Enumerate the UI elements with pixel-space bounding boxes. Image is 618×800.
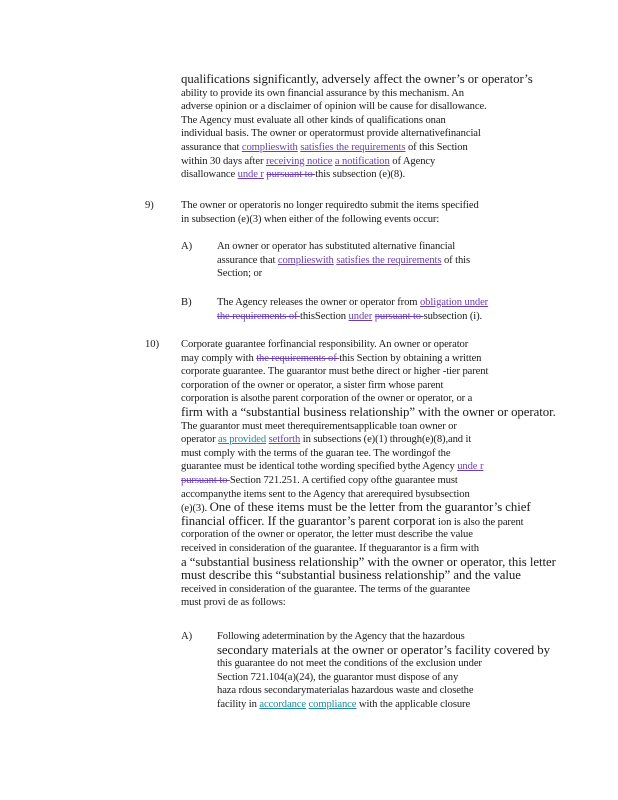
text-line: [217, 240, 455, 253]
inserted-text: complieswith: [277, 254, 334, 266]
text-run: corporation of the owner or operator, the letter must describe the value: [181, 529, 473, 541]
text-run: with the applicable closure: [356, 699, 471, 710]
text-line: [181, 73, 533, 87]
text-run: facility in: [217, 699, 260, 710]
text-line: [181, 114, 446, 127]
deleted-text: the requirements of: [217, 310, 301, 322]
text-line: [181, 488, 470, 501]
text-line: [181, 528, 473, 541]
inserted-text: setforth: [268, 434, 301, 446]
item-9-label: 9): [145, 200, 154, 211]
text-line: [181, 168, 405, 181]
text-run: (e)(3).: [181, 503, 210, 515]
text-run: disallowance: [181, 169, 238, 181]
text-line: [181, 433, 471, 446]
text-run: Corporate guarantee forfinancial responsibility. An owner or operator: [181, 339, 469, 350]
text-run: must comply with the terms of the guaran tee. The wordingof the: [181, 447, 451, 459]
text-run: Following adetermination by the Agency that the hazardous: [217, 631, 465, 642]
text-run: ion is also the parent: [435, 516, 524, 528]
inserted-text: under: [348, 310, 373, 322]
inserted-text: satisfies the requirements: [300, 142, 406, 153]
text-run: The owner or operatoris no longer requiredto submit the items specified: [181, 200, 479, 211]
text-run: individual basis. The owner or operatormust provide alternativefinancial: [181, 128, 481, 140]
text-line: [217, 254, 470, 267]
text-run: corporation of the owner or operator, a sister firm whose parent: [181, 379, 444, 391]
text-run: this guarantee do not meet the conditions of the exclusion under: [217, 658, 482, 670]
text-line: [217, 671, 458, 684]
text-run: this subsection (e)(8).: [315, 169, 406, 181]
text-line: [181, 515, 524, 529]
text-line: [181, 392, 472, 405]
text-line: [181, 100, 487, 113]
inserted-text: compliance: [308, 699, 357, 710]
text-run: The Agency must evaluate all other kinds of qualifications onan: [181, 114, 446, 126]
text-line: [181, 406, 556, 420]
text-line: [181, 460, 483, 473]
text-line: [181, 87, 464, 100]
text-run: firm with a “substantial business relationship” with the owner or operator.: [181, 405, 556, 419]
text-run: secondary materials at the owner or operator’s facility covered by: [217, 642, 550, 657]
text-run: operator: [181, 434, 219, 446]
text-run: may comply with: [181, 352, 257, 364]
text-line: [181, 365, 488, 378]
text-run: a “substantial business relationship” with the owner or operator, this letter: [181, 554, 556, 569]
text-line: [217, 698, 470, 711]
text-run: Section 721.104(a)(24), the guarantor must dispose of any: [217, 671, 459, 683]
text-run: in subsections (e)(1) through(e)(8),and it: [300, 434, 472, 446]
text-run: within 30 days after: [181, 155, 266, 167]
text-run: in subsection (e)(3) when either of the following events occur:: [181, 213, 440, 225]
text-run: of Agency: [389, 155, 436, 167]
deleted-text: pursuant to: [374, 310, 424, 322]
item-9b-label: B): [181, 297, 192, 308]
text-line: [217, 684, 473, 697]
text-line: [181, 155, 435, 168]
item-9a-label: A): [181, 241, 193, 252]
text-run: The guarantor must meet therequirementsapplicable toan owner or: [181, 420, 457, 432]
text-run: financial officer. If the guarantor’s parent corporat: [181, 513, 436, 528]
text-run: The Agency releases the owner or operator from: [217, 297, 420, 308]
text-run: guarantee must be identical tothe wording specified bythe Agency: [181, 461, 458, 473]
inserted-text: complieswith: [241, 142, 298, 153]
text-run: adverse opinion or a disclaimer of opinion will be cause for disallowance.: [181, 101, 487, 113]
text-line: [181, 596, 286, 609]
text-line: [181, 141, 468, 154]
text-line: [217, 644, 550, 658]
text-run: assurance that: [181, 142, 242, 153]
text-run: corporate guarantee. The guarantor must bethe direct or higher -tier parent: [181, 366, 489, 378]
text-run: of this: [441, 254, 471, 266]
text-run: received in consideration of the guarantee. The terms of the guarantee: [181, 583, 471, 595]
text-run: must provi de as follows:: [181, 597, 286, 609]
inserted-text: accordance: [259, 699, 306, 710]
text-run: this Section by obtaining a written: [339, 352, 482, 364]
text-line: [217, 267, 262, 280]
text-run: thisSection: [300, 310, 349, 322]
inserted-text: as provided: [218, 434, 267, 446]
text-line: [181, 338, 468, 351]
text-run: assurance that: [217, 254, 278, 266]
text-run: received in consideration of the guarantee. If theguarantor is a firm with: [181, 543, 479, 554]
item-10-label: 10): [145, 339, 160, 350]
deleted-text: the requirements of: [256, 352, 340, 364]
text-line: [181, 583, 470, 596]
item-10a-label: A): [181, 631, 193, 642]
inserted-text: obligation under: [419, 297, 489, 308]
text-line: [217, 310, 482, 323]
text-line: [217, 630, 465, 643]
text-line: [181, 474, 458, 487]
text-line: [181, 352, 481, 365]
text-line: [181, 447, 450, 460]
text-run: Section 721.251. A certified copy ofthe guarantee must: [229, 475, 458, 486]
text-line: [181, 213, 439, 226]
deleted-text: pursuant to: [181, 475, 230, 486]
text-run: qualifications significantly, adversely affect the owner’s or operator’s: [181, 72, 533, 86]
text-run: of this Section: [405, 142, 468, 153]
text-line: [217, 657, 482, 670]
inserted-text: unde r: [457, 461, 484, 473]
text-line: [181, 127, 481, 140]
inserted-text: a notification: [334, 155, 390, 167]
text-line: [217, 296, 488, 309]
text-run: An owner or operator has substituted alternative financial: [217, 241, 456, 252]
text-line: [181, 199, 479, 212]
text-line: [181, 542, 479, 555]
text-line: [181, 379, 443, 392]
text-run: Section; or: [217, 268, 263, 280]
text-run: One of these items must be the letter from the guarantor’s chief: [209, 500, 531, 515]
inserted-text: satisfies the requirements: [336, 254, 442, 266]
deleted-text: pursuant to: [266, 169, 316, 181]
inserted-text: receiving notice: [265, 155, 333, 167]
text-run: haza rdous secondarymaterialas hazardous waste and closethe: [217, 685, 474, 697]
text-line: [181, 569, 521, 583]
text-line: [181, 420, 457, 433]
text-run: must describe this “substantial business relationship” and the value: [181, 568, 521, 583]
text-run: corporation is alsothe parent corporation of the owner or operator, or a: [181, 393, 473, 405]
inserted-text: unde r: [237, 169, 264, 181]
text-run: subsection (i).: [423, 310, 483, 322]
text-run: accompanythe items sent to the Agency that arerequired bysubsection: [181, 488, 470, 500]
text-run: ability to provide its own financial assurance by this mechanism. An: [181, 87, 464, 99]
